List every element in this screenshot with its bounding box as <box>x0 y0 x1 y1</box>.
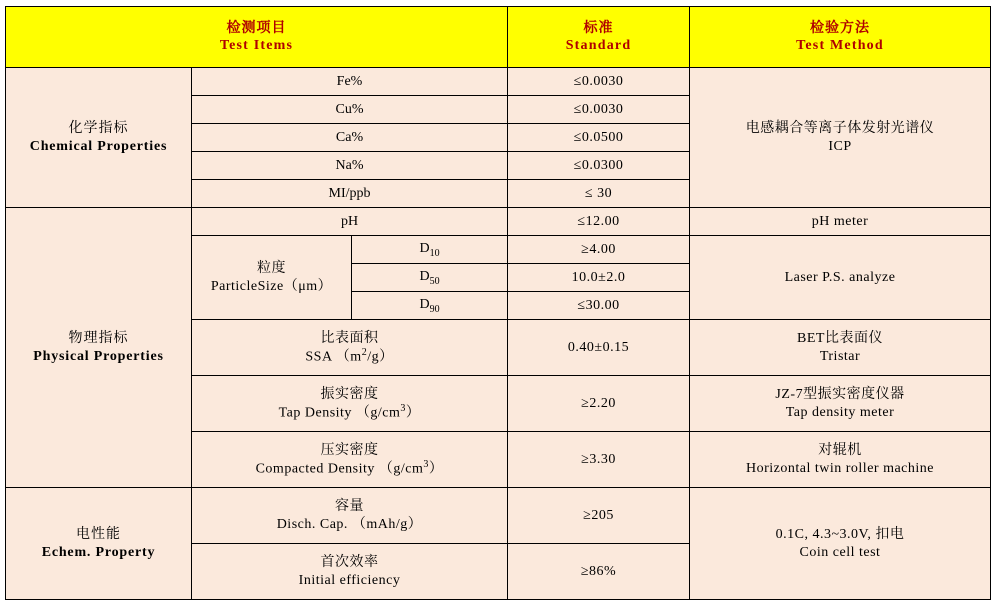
standard-d50: 10.0±2.0 <box>508 264 690 292</box>
method-tap-density <box>690 376 991 432</box>
method-tap-en: Tap density meter <box>785 404 895 420</box>
method-coin-cell <box>690 488 991 600</box>
method-bet-en: Tristar <box>819 348 861 364</box>
method-laser-en: Laser P.S. analyze <box>784 269 896 285</box>
method-bet <box>690 320 991 376</box>
table-row <box>6 488 991 544</box>
item-ssa <box>192 320 508 376</box>
header-test-items-cn: 检测项目 <box>226 20 287 36</box>
standard-tap-density: ≥2.20 <box>508 376 690 432</box>
table-row <box>6 68 991 96</box>
standard-d10: ≥4.00 <box>508 236 690 264</box>
item-ssa-en: SSA $(m^2/g)$ <box>305 346 394 365</box>
header-test-items-en: Test Items <box>219 38 294 53</box>
item-efficiency-en: Initial efficiency <box>298 572 401 588</box>
header-standard <box>508 7 690 68</box>
item-tap-density <box>192 376 508 432</box>
standard-compacted: ≥3.30 <box>508 432 690 488</box>
standard-cu: ≤0.0030 <box>508 96 690 124</box>
item-ph: pH <box>192 208 508 236</box>
group-echem-property <box>6 488 192 600</box>
table-row <box>6 208 991 236</box>
item-compacted-cn: 压实密度 <box>320 442 379 458</box>
group-chemical-en: Chemical Properties <box>29 138 168 154</box>
method-icp-en: ICP <box>828 138 852 154</box>
method-coin-cn: 0.1C, 4.3~3.0V, 扣电 <box>775 527 905 543</box>
method-roller <box>690 432 991 488</box>
item-compacted-density <box>192 432 508 488</box>
group-physical-en: Physical Properties <box>33 348 164 364</box>
method-roller-cn: 对辊机 <box>818 443 862 459</box>
header-test-items <box>6 7 508 68</box>
standard-na: ≤0.0300 <box>508 152 690 180</box>
header-standard-en: Standard <box>565 38 632 53</box>
method-tap-cn: JZ-7型振实密度仪器 <box>775 387 905 403</box>
header-test-method-cn: 检验方法 <box>810 20 870 36</box>
method-coin-en: Coin cell test <box>799 544 881 560</box>
item-d10: $D_{10}$ <box>352 236 508 264</box>
item-compacted-en: Compacted Density $(g/cm^3)$ <box>255 458 444 477</box>
item-capacity <box>192 488 508 544</box>
method-ph-meter <box>690 208 991 236</box>
product-specification-table <box>5 6 991 600</box>
item-tap-density-en: Tap Density $(g/cm^3)$ <box>278 402 421 421</box>
method-icp-cn: 电感耦合等离子体发射光谱仪 <box>745 121 935 137</box>
standard-ca: ≤0.0500 <box>508 124 690 152</box>
standard-efficiency: ≥86% <box>508 544 690 600</box>
item-ca: Ca% <box>192 124 508 152</box>
header-test-method-en: Test Method <box>796 38 884 53</box>
item-tap-density-cn: 振实密度 <box>320 386 379 402</box>
header-standard-cn: 标准 <box>583 20 614 36</box>
method-laser <box>690 236 991 320</box>
group-physical-cn: 物理指标 <box>68 331 129 347</box>
item-capacity-en: Disch. Cap. （mAh/g） <box>276 516 423 532</box>
group-chemical-properties <box>6 68 192 208</box>
item-d50: $D_{50}$ <box>352 264 508 292</box>
item-cu: Cu% <box>192 96 508 124</box>
item-efficiency-cn: 首次效率 <box>320 555 379 571</box>
standard-fe: ≤0.0030 <box>508 68 690 96</box>
standard-d90: ≤30.00 <box>508 292 690 320</box>
standard-capacity: ≥205 <box>508 488 690 544</box>
method-bet-cn: BET比表面仪 <box>797 331 883 347</box>
item-mi: MI/ppb <box>192 180 508 208</box>
standard-ssa: 0.40±0.15 <box>508 320 690 376</box>
item-na: Na% <box>192 152 508 180</box>
standard-mi: ≤ 30 <box>508 180 690 208</box>
item-d90: $D_{90}$ <box>352 292 508 320</box>
group-echem-cn: 电性能 <box>76 527 121 543</box>
method-ph-meter-en: pH meter <box>811 213 869 229</box>
item-capacity-cn: 容量 <box>335 499 364 515</box>
item-initial-efficiency <box>192 544 508 600</box>
group-echem-en: Echem. Property <box>41 544 156 560</box>
item-particle-size <box>192 236 352 320</box>
table-header-row <box>6 7 991 68</box>
standard-ph: ≤12.00 <box>508 208 690 236</box>
header-test-method <box>690 7 991 68</box>
group-chemical-cn: 化学指标 <box>68 121 129 137</box>
item-ssa-cn: 比表面积 <box>320 330 379 346</box>
item-particle-size-cn: 粒度 <box>257 261 286 277</box>
method-roller-en: Horizontal twin roller machine <box>746 460 934 476</box>
item-particle-size-en: ParticleSize（μm） <box>210 278 333 294</box>
item-fe: Fe% <box>192 68 508 96</box>
spec-table-container <box>0 6 999 608</box>
method-icp <box>690 68 991 208</box>
group-physical-properties <box>6 208 192 488</box>
